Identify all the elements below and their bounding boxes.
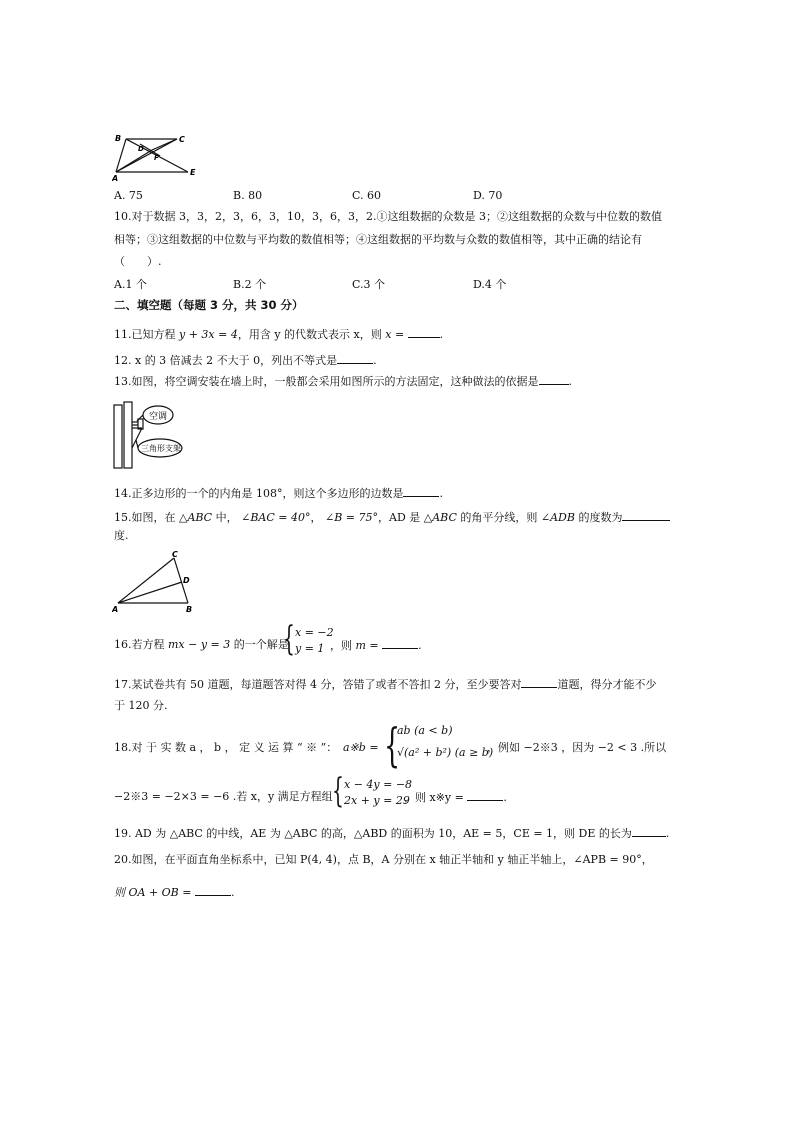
- q11-equation: y + 3x = 4: [179, 328, 238, 341]
- q16-end: .: [418, 639, 422, 652]
- q12: [114, 353, 377, 368]
- q18-sys-2: 2x + y = 29: [344, 794, 410, 807]
- q10-line-2: 相等；③这组数据的中位数与平均数的数值相等；④这组数据的平均数与众数的数值相等，其中正确的结论有: [114, 233, 642, 246]
- q16-system: [295, 625, 334, 657]
- q12-text: 12. x 的 3 倍减去 2 不大于 0，列出不等式是: [114, 354, 338, 367]
- q15-blank: [622, 510, 670, 521]
- q10-option-b: B.2 个: [233, 278, 267, 291]
- q16-blank: [382, 638, 418, 649]
- q14-text: 14.正多边形的一个的内角是 108°，则这个多边形的边数是: [114, 487, 404, 500]
- q9-label-f: F: [154, 154, 159, 162]
- q10-option-a: A.1 个: [114, 278, 147, 291]
- q11: [114, 327, 443, 342]
- q20-expression: 则 OA + OB =: [114, 886, 192, 899]
- q18-line-2-tail: [404, 790, 507, 805]
- q16-mid: 的一个解是: [230, 638, 289, 651]
- q15-label-b: B: [186, 605, 193, 614]
- q17-line-2: 于 120 分.: [114, 699, 168, 712]
- q18-system: [344, 777, 412, 809]
- q9-option-c: C. 60: [352, 189, 382, 202]
- q18-sys-1: x − 4y = −8: [344, 778, 413, 791]
- q20-line-1: 20.如图，在平面直角坐标系中，已知 P(4, 4)，点 B，A 分别在 x 轴正半轴和 y 轴正半轴上，∠APB = 90°，: [114, 853, 653, 866]
- q9-option-d: D. 70: [473, 189, 503, 202]
- q20-end: .: [230, 886, 235, 899]
- q9-label-a: A: [112, 174, 119, 182]
- q18-sys-brace: {: [332, 771, 344, 811]
- q15-line-2: 度.: [114, 529, 129, 542]
- q9-label-b: B: [115, 134, 122, 143]
- q15: [114, 510, 670, 525]
- q15-label-d: D: [183, 576, 190, 585]
- q9-label-e: E: [190, 168, 196, 177]
- q16-post: ，则: [330, 639, 356, 652]
- q16-sys-2: y = 1: [295, 642, 325, 655]
- q15-abc-2: ABC: [432, 511, 457, 524]
- q11-mid: ，用含 y 的代数式表示 x，则: [237, 328, 386, 341]
- q15-abc-1: ABC: [187, 511, 213, 524]
- q15-mid-5: 的度数为: [574, 511, 623, 524]
- q15-angle-b: B = 75°: [334, 511, 378, 524]
- q16-equation: mx − y = 3: [168, 638, 231, 651]
- q16-pre: 16.若方程: [114, 638, 168, 651]
- q15-mid-2: ， ∠: [310, 511, 335, 524]
- q10-line-1: 10.对于数据 3，3，2，3，6，3，10，3，6，3，2.①这组数据的众数是 3；②这组数据的众数与中位数的数值: [114, 210, 662, 223]
- q18-brace: {: [384, 718, 401, 772]
- q14-blank: [403, 486, 439, 497]
- q13-blank: [539, 374, 569, 385]
- q11-blank: [408, 327, 440, 338]
- q11-end: .: [439, 328, 444, 341]
- q18-case-2: √(a² + b²) (a ≥ b): [397, 746, 494, 759]
- q20-line-2: [114, 885, 234, 900]
- q19-blank: [632, 826, 666, 837]
- q10-option-d: D.4 个: [473, 278, 507, 291]
- q15-mid-4: 的角平分线，则 ∠: [456, 511, 551, 524]
- q9-label-d: D: [138, 145, 144, 153]
- q15-label-a: A: [112, 605, 119, 614]
- section-2-heading: 二、填空题（每题 3 分，共 30 分）: [114, 298, 304, 312]
- q15-mid-1: 中， ∠: [212, 511, 251, 524]
- q16-var: m =: [355, 639, 379, 652]
- q13-end: .: [568, 375, 572, 388]
- q14: [114, 486, 443, 501]
- q17: [114, 677, 656, 692]
- q13-figure: [112, 400, 184, 470]
- q20-blank: [195, 885, 231, 896]
- q17-pre: 17.某试卷共有 50 道题，每道题答对得 4 分，答错了或者不答扣 2 分，至少要答对: [114, 678, 522, 691]
- q18-post: ，例如 −2※3 ，因为 −2 < 3 .所以: [487, 741, 667, 754]
- q16-tail: [330, 638, 422, 653]
- q9-option-a: A. 75: [114, 189, 143, 202]
- q13-label-bracket: 三角形支架: [141, 444, 181, 453]
- q19-end: .: [665, 827, 670, 840]
- q15-figure: [112, 550, 202, 614]
- q10-option-c: C.3 个: [352, 278, 386, 291]
- q16-brace: {: [283, 619, 295, 659]
- q17-post: 道题，得分才能不少: [557, 678, 657, 691]
- q16: [114, 638, 289, 652]
- q14-end: .: [439, 487, 443, 500]
- q15-angle-adb: ADB: [550, 511, 575, 524]
- q15-mid-3: ，AD 是 △: [378, 511, 433, 524]
- q18-lhs: a※b =: [343, 741, 379, 754]
- q12-blank: [337, 353, 373, 364]
- q10-line-3: （ ）.: [114, 255, 162, 268]
- q16-sys-1: x = −2: [295, 626, 334, 639]
- q9-option-b: B. 80: [233, 189, 263, 202]
- q13-text: 13.如图，将空调安装在墙上时，一般都会采用如图所示的方法固定，这种做法的依据是: [114, 375, 539, 388]
- q19: [114, 826, 669, 841]
- q13: [114, 374, 572, 389]
- q15-angle-bac: BAC = 40°: [250, 511, 311, 524]
- q18-line-2-post: ，则 x※y =: [404, 791, 464, 804]
- q18-end: .: [503, 791, 507, 804]
- q15-label-c: C: [172, 550, 178, 559]
- q15-pre: 15.如图，在 △: [114, 511, 188, 524]
- q11-var: x =: [385, 328, 405, 341]
- q11-pre: 11.已知方程: [114, 328, 179, 341]
- q18-case-1: ab (a < b): [397, 724, 453, 737]
- q9-figure: [112, 132, 202, 182]
- q12-end: .: [373, 354, 377, 367]
- q9-label-c: C: [179, 135, 185, 144]
- q18-cases: [397, 720, 493, 764]
- q18-pre: 18.对 于 实 数 a ， b ， 定 义 运 算 “ ※ ”：: [114, 741, 338, 754]
- q18-blank: [467, 790, 503, 801]
- q18-line-2-pre: −2※3 = −2×3 = −6 .若 x，y 满足方程组: [114, 790, 333, 803]
- q19-text: 19. AD 为 △ABC 的中线，AE 为 △ABC 的高，△ABD 的面积为 10，AE = 5，CE = 1，则 DE 的长为: [114, 827, 632, 840]
- q17-blank: [521, 677, 557, 688]
- q13-label-aircon: 空调: [149, 412, 168, 422]
